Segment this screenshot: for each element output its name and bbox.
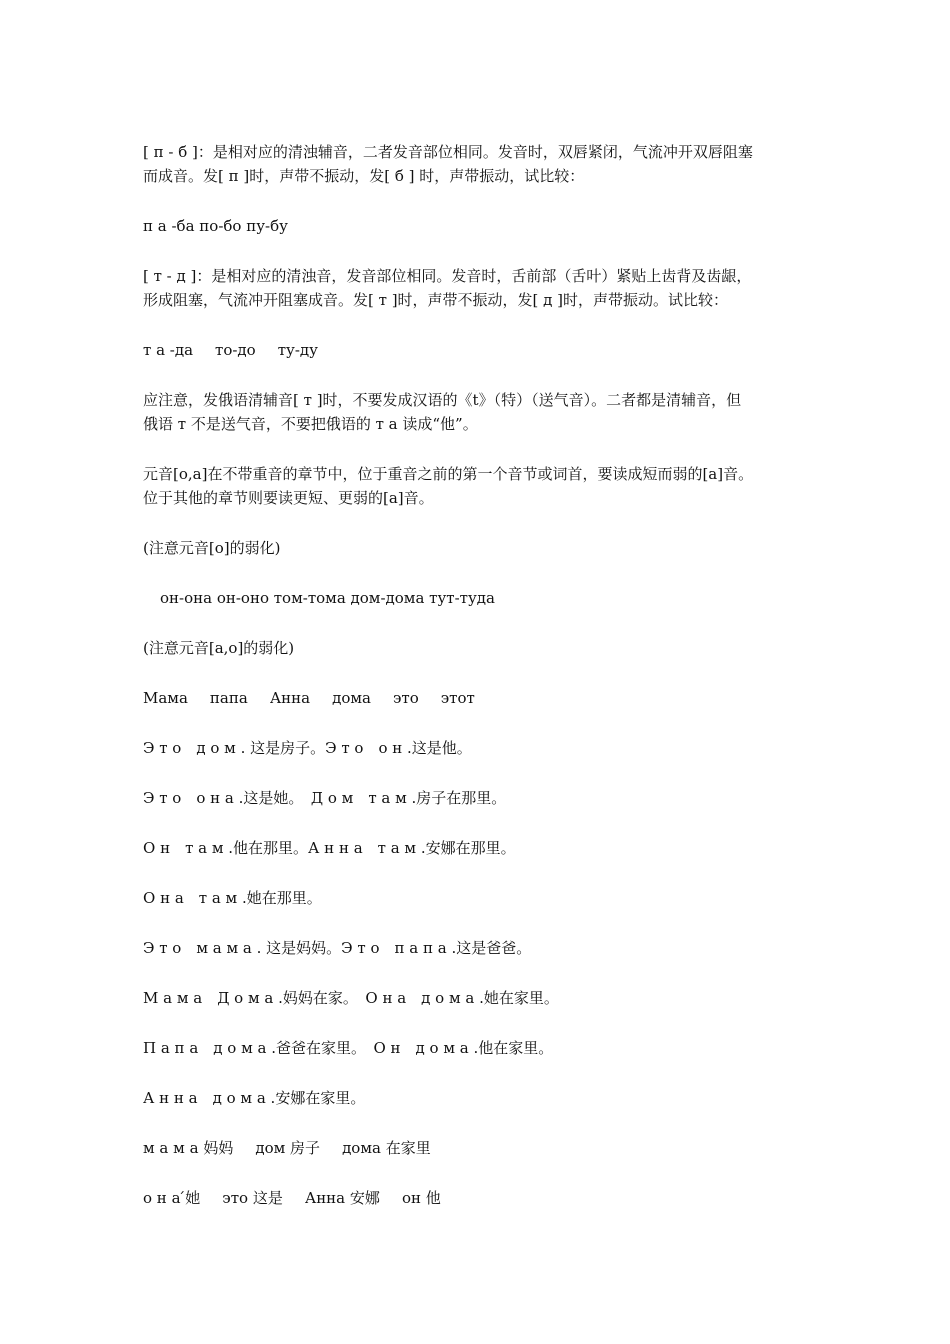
vocab-zh: 在家里	[385, 1139, 431, 1157]
vocabulary-line-2	[143, 1186, 813, 1210]
sentence-line: П а п а д о м а .爸爸在家里。 О н д о м а .他在家里。	[143, 1039, 554, 1057]
vocab-zh: 她	[185, 1189, 201, 1207]
example-o-reduction: он-она он-оно том-тома дом-дома тут-туда	[160, 589, 495, 607]
vocab-ru: Анна	[304, 1189, 346, 1207]
word-list	[143, 686, 813, 710]
vocab-zh: 房子	[290, 1139, 321, 1157]
example-t-d-pair: т а -да	[143, 341, 194, 359]
vocab-zh: 安娜	[349, 1189, 380, 1207]
vocab-zh: 这是	[252, 1189, 283, 1207]
sentence-line: М а м а Д о м а .妈妈在家。 О н а д о м а .她在家里。	[143, 989, 559, 1007]
vocab-ru: м а м а	[143, 1139, 199, 1157]
note-o-reduction: (注意元音[o]的弱化)	[143, 539, 281, 557]
sentence-line: Э т о о н а .这是她。 Д о м т а м .房子在那里。	[143, 789, 507, 807]
vocab-ru: он	[401, 1189, 421, 1207]
paragraph-vowel-reduction-line-1: 元音[o,a]在不带重音的章节中，位于重音之前的第一个音节或词首，要读成短而弱的[a]音。	[143, 465, 754, 483]
vocab-ru: дом	[255, 1139, 286, 1157]
paragraph-note-t-line-2: 俄语 т 不是送气音，不要把俄语的 т а 读成“他”。	[143, 415, 478, 433]
sentence-line: Э т о м а м а . 这是妈妈。Э т о п а п а .这是爸爸。	[143, 939, 532, 957]
paragraph-t-d-line-1: [ т - д ]：是相对应的清浊音，发音部位相同。发音时，舌前部（舌叶）紧贴上齿背及齿龈，	[143, 267, 752, 285]
example-p-b: п а -ба по-бо пу-бу	[143, 217, 288, 235]
sentence-line: О н т а м .他在那里。А н н а т а м .安娜在那里。	[143, 839, 516, 857]
word-item: Анна	[269, 689, 311, 707]
paragraph-vowel-reduction-line-2: 位于其他的章节则要读更短、更弱的[a]音。	[143, 489, 434, 507]
word-item: это	[393, 689, 419, 707]
word-item: папа	[209, 689, 248, 707]
document-page	[143, 140, 813, 1210]
vocab-ru: дома	[342, 1139, 381, 1157]
vocab-zh: 他	[425, 1189, 441, 1207]
example-t-d-pair: то-до	[215, 341, 256, 359]
vocab-zh: 妈妈	[203, 1139, 234, 1157]
vocabulary-line-1	[143, 1136, 813, 1160]
example-t-d	[143, 338, 813, 362]
vocab-ru: это	[222, 1189, 249, 1207]
paragraph-note-t-line-1: 应注意，发俄语清辅音[ т ]时，不要发成汉语的《t》（特）（送气音）。二者都是清辅音，但	[143, 391, 742, 409]
word-item: этот	[440, 689, 475, 707]
sentence-line: Э т о д о м . 这是房子。Э т о о н .这是他。	[143, 739, 472, 757]
vocab-ru: о н а ́	[143, 1189, 186, 1207]
word-item: Мама	[143, 689, 188, 707]
sentence-line: А н н а д о м а .安娜在家里。	[143, 1089, 366, 1107]
sentence-line: О н а т а м .她在那里。	[143, 889, 322, 907]
note-a-o-reduction: (注意元音[a,o]的弱化)	[143, 639, 295, 657]
example-t-d-pair: ту-ду	[277, 341, 318, 359]
paragraph-p-b-line-1: [ п - б ]：是相对应的清浊辅音，二者发音部位相同。发音时，双唇紧闭，气流冲开双唇阻塞	[143, 143, 753, 161]
paragraph-t-d-line-2: 形成阻塞，气流冲开阻塞成音。发[ т ]时，声带不振动，发[ д ]时，声带振动。试比较：	[143, 291, 729, 309]
word-item: дома	[332, 689, 372, 707]
paragraph-p-b-line-2: 而成音。发[ п ]时，声带不振动，发[ б ] 时，声带振动，试比较：	[143, 167, 585, 185]
